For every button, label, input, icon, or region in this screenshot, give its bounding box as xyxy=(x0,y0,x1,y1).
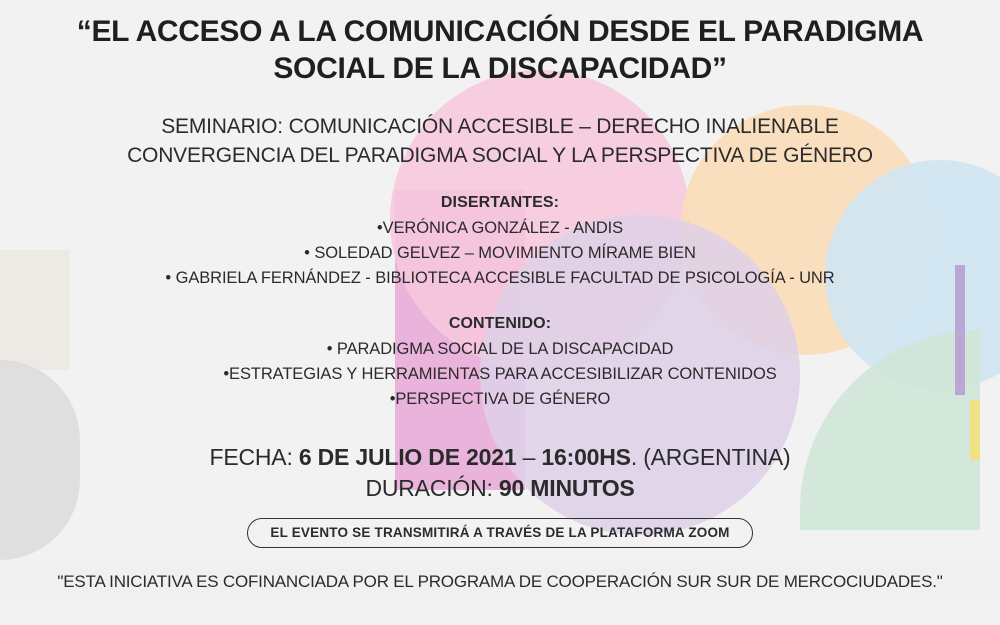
schedule-block xyxy=(0,442,1000,504)
title-line-1: “EL ACCESO A LA COMUNICACIÓN DESDE EL PARADIGMA xyxy=(76,15,924,48)
subtitle-line-1: SEMINARIO: COMUNICACIÓN ACCESIBLE – DERECHO INALIENABLE xyxy=(161,115,839,139)
speaker-item: •VERÓNICA GONZÁLEZ - ANDIS xyxy=(376,218,624,237)
timezone: . (ARGENTINA) xyxy=(630,444,791,471)
title-line-2: SOCIAL DE LA DISCAPACIDAD” xyxy=(273,51,727,85)
content-item: •PERSPECTIVA DE GÉNERO xyxy=(389,390,611,409)
content-item: • PARADIGMA SOCIAL DE LA DISCAPACIDAD xyxy=(326,340,674,359)
time-value: 16:00HS xyxy=(541,444,631,471)
contents-heading: CONTENIDO: xyxy=(448,315,552,333)
date-separator: – xyxy=(522,444,536,471)
funding-note: "ESTA INICIATIVA ES COFINANCIADA POR EL PROGRAMA DE COOPERACIÓN SUR SUR DE MERCOCIUDADES." xyxy=(57,572,943,592)
speakers-heading: DISERTANTES: xyxy=(440,193,560,211)
speakers-section xyxy=(0,194,1000,291)
event-duration-line xyxy=(0,473,1000,504)
platform-note-badge: EL EVENTO SE TRANSMITIRÁ A TRAVÉS DE LA PLATAFORMA ZOOM xyxy=(247,518,752,548)
date-value: 6 DE JULIO DE 2021 xyxy=(298,444,517,471)
contents-section xyxy=(0,315,1000,412)
content-item: •ESTRATEGIAS Y HERRAMIENTAS PARA ACCESIBILIZAR CONTENIDOS xyxy=(223,365,777,384)
page-title xyxy=(60,14,940,87)
event-date-line xyxy=(0,442,1000,473)
date-label: FECHA: xyxy=(209,444,293,471)
speaker-item: • GABRIELA FERNÁNDEZ - BIBLIOTECA ACCESIBLE FACULTAD DE PSICOLOGÍA - UNR xyxy=(165,269,835,288)
duration-label: DURACIÓN: xyxy=(365,475,493,502)
subtitle xyxy=(0,113,1000,170)
duration-value: 90 MINUTOS xyxy=(498,475,635,502)
subtitle-line-2: CONVERGENCIA DEL PARADIGMA SOCIAL Y LA PERSPECTIVA DE GÉNERO xyxy=(127,143,873,167)
speaker-item: • SOLEDAD GELVEZ – MOVIMIENTO MÍRAME BIEN xyxy=(304,243,696,262)
